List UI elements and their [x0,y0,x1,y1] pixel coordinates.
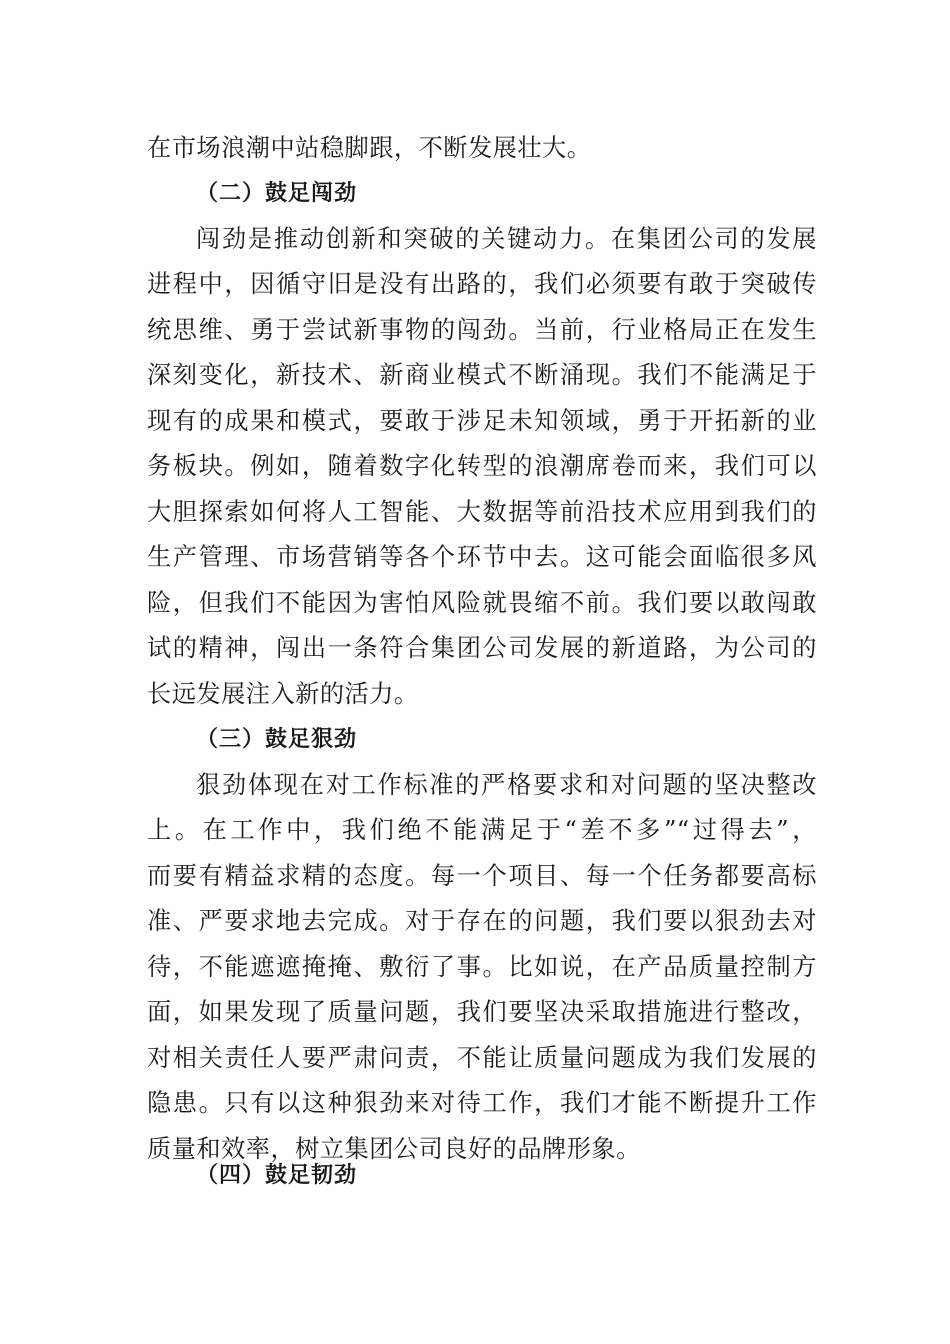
paragraph-line: 试的精神，闯出一条符合集团公司发展的新道路，为公司的 [147,634,817,662]
paragraph-line: 长远发展注入新的活力。 [147,680,419,708]
paragraph-line: 上。在工作中，我们绝不能满足于“差不多”“过得去”， [147,816,817,844]
paragraph-line: 进程中，因循守旧是没有出路的，我们必须要有敢于突破传 [147,270,817,298]
paragraph-line: 闯劲是推动创新和突破的关键动力。在集团公司的发展 [196,225,817,253]
paragraph-line: 隐患。只有以这种狠劲来对待工作，我们才能不断提升工作 [147,1089,817,1117]
paragraph-line: 待，不能遮遮掩掩、敷衍了事。比如说，在产品质量控制方 [147,953,817,981]
paragraph-line: 质量和效率，树立集团公司良好的品牌形象。 [147,1135,641,1163]
paragraph-line: 面，如果发现了质量问题，我们要坚决采取措施进行整改， [147,998,817,1026]
paragraph-line: 现有的成果和模式，要敢于涉足未知领域，勇于开拓新的业 [147,407,817,435]
paragraph-line: 务板块。例如，随着数字化转型的浪潮席卷而来，我们可以 [147,452,817,480]
paragraph-line: 统思维、勇于尝试新事物的闯劲。当前，行业格局正在发生 [147,316,817,344]
paragraph-line: 大胆探索如何将人工智能、大数据等前沿技术应用到我们的 [147,498,817,526]
section-heading: （四）鼓足韧劲 [196,1162,358,1188]
paragraph-line: 生产管理、市场营销等各个环节中去。这可能会面临很多风 [147,543,817,571]
paragraph-line: 而要有精益求精的态度。每一个项目、每一个任务都要高标 [147,862,817,890]
section-heading: （二）鼓足闯劲 [196,180,358,206]
paragraph-line: 狠劲体现在对工作标准的严格要求和对问题的坚决整改 [196,771,817,799]
paragraph-line: 准、严要求地去完成。对于存在的问题，我们要以狠劲去对 [147,907,817,935]
paragraph-line: 深刻变化，新技术、新商业模式不断涌现。我们不能满足于 [147,361,817,389]
paragraph-line: 在市场浪潮中站稳脚跟，不断发展壮大。 [147,134,592,162]
section-heading: （三）鼓足狠劲 [196,726,358,752]
paragraph-line: 险，但我们不能因为害怕风险就畏缩不前。我们要以敢闯敢 [147,589,817,617]
paragraph-line: 对相关责任人要严肃问责，不能让质量问题成为我们发展的 [147,1044,817,1072]
